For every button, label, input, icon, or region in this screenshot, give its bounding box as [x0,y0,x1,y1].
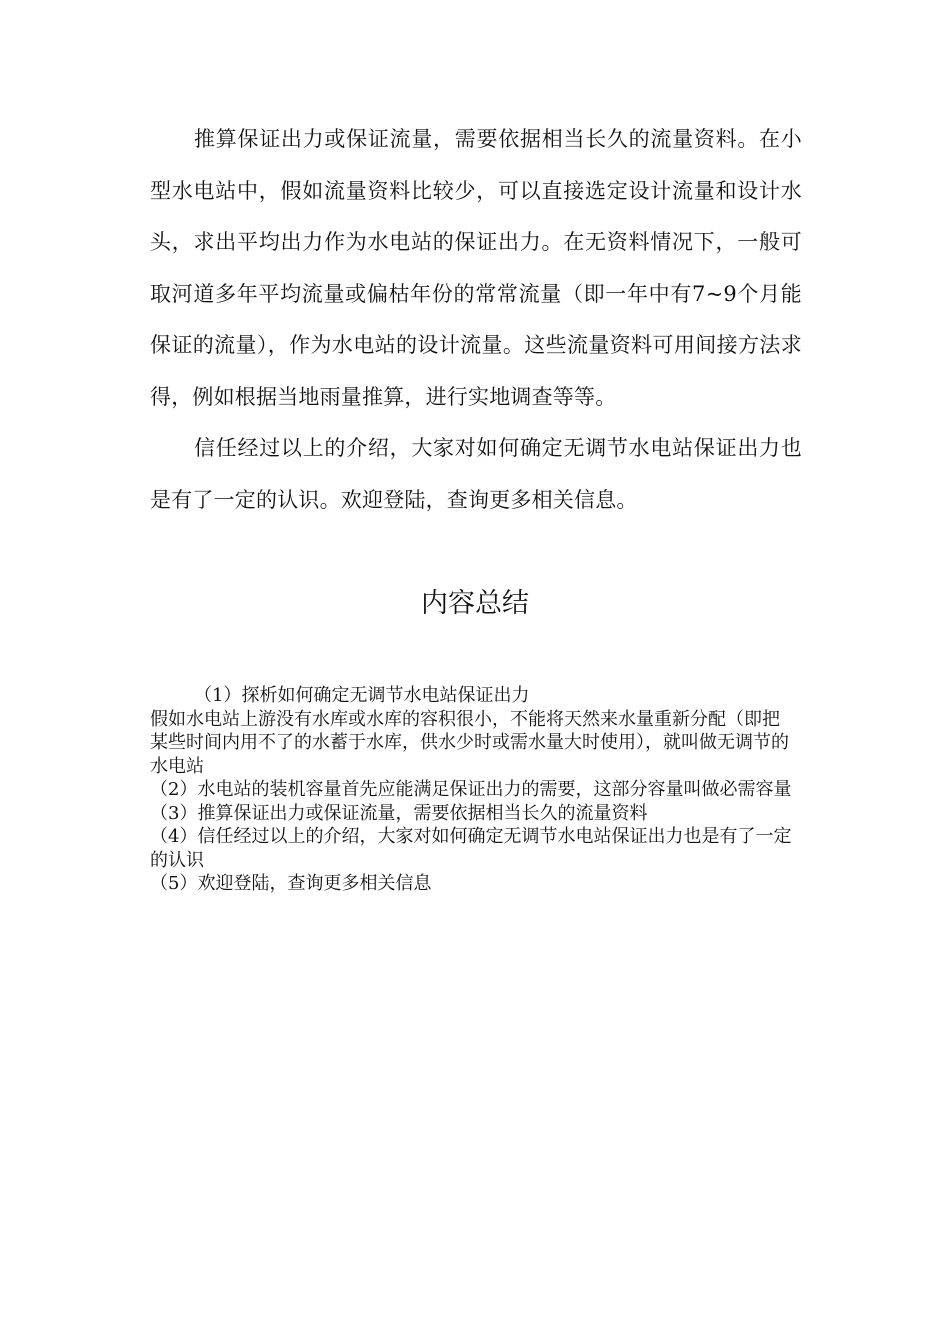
summary-item: （5）欢迎登陆，查询更多相关信息 [150,873,432,894]
summary-item: （3）推算保证出力或保证流量，需要依据相当长久的流量资料 [150,802,648,824]
body-text [150,114,802,526]
summary-item: （2）水电站的装机容量首先应能满足保证出力的需要，这部分容量叫做必需容量 [150,779,792,800]
section-title: 内容总结 [421,588,529,619]
summary-item: 假如水电站上游没有水库或水库的容积很小，不能将天然来水量重新分配（即把某些时间内用不了的水蓄于水库，供水少时或需水量大时使用），就叫做无调节的水电站 [150,708,789,777]
paragraph: 推算保证出力或保证流量，需要依据相当长久的流量资料。在小型水电站中，假如流量资料比较少，可以直接选定设计流量和设计水头，求出平均出力作为水电站的保证出力。在无资料情况下，一般可取河道多年平均流量或偏枯年份的常常流量（即一年中有7~9个月能保证的流量），作为水电站的设计流量。这些流量资料可用间接方法求得，例如根据当地雨量推算，进行实地调查等等。 [150,127,802,409]
summary-list [150,684,795,896]
summary-item: （1）探析如何确定无调节水电站保证出力 [194,685,530,706]
summary-item: （4）信任经过以上的介绍，大家对如何确定无调节水电站保证出力也是有了一定的认识 [150,826,792,871]
paragraph: 信任经过以上的介绍，大家对如何确定无调节水电站保证出力也是有了一定的认识。欢迎登陆，查询更多相关信息。 [150,436,802,512]
